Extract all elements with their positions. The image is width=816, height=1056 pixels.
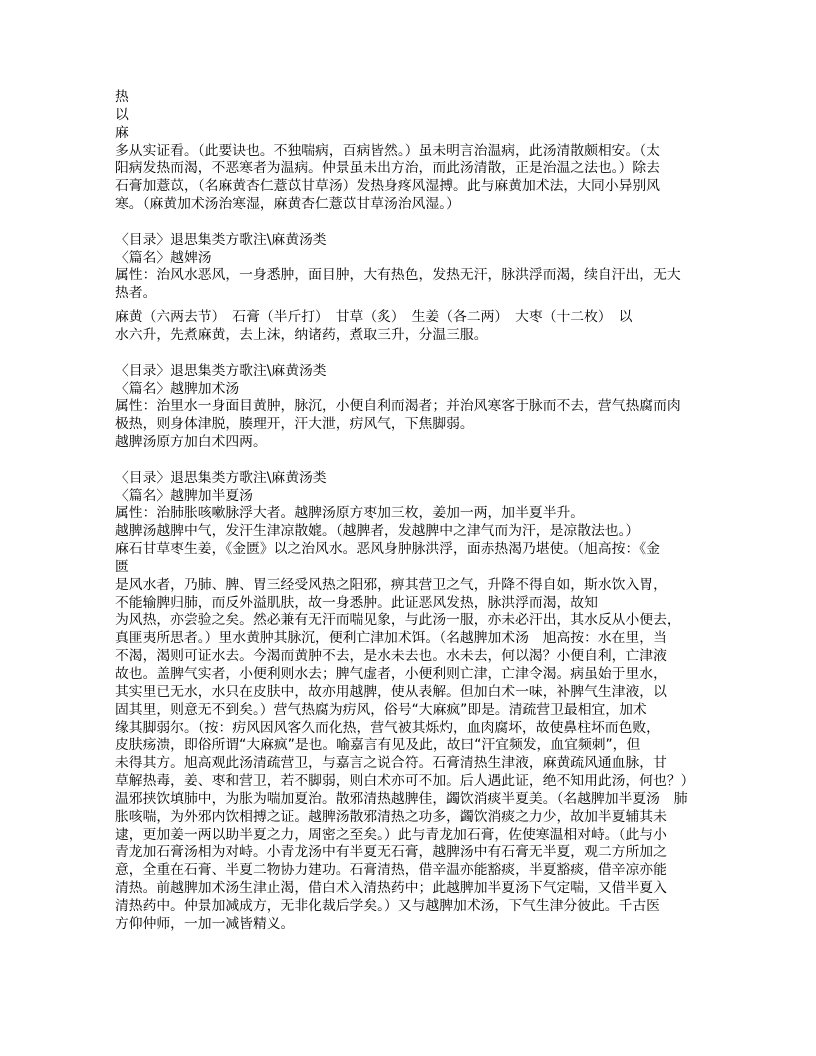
text-line: 未得其方。旭高观此汤清疏营卫，与嘉言之说合符。石膏清热生津液，麻黄疏风通血脉，甘 — [115, 755, 667, 772]
text-line: 石膏加薏苡，（名麻黄杏仁薏苡甘草汤）发热身疼风湿搏。此与麻黄加术法，大同小异别风 — [115, 178, 660, 195]
attribute-paragraph — [115, 505, 755, 523]
text-line: 不能输脾归肺，而反外溢肌肤，故一身悉肿。此证恶风发热，脉洪浮而渴，故知 — [115, 594, 598, 611]
toc-line: 〈目录〉退思集类方歌注\麻黄汤类 — [115, 231, 327, 248]
text-line: 故也。盖脾气实者，小便利则水去；脾气虚者，小便利则亡津，亡津令渴。病虽始于里水， — [115, 666, 667, 682]
text-line: 清热。前越脾加术汤生津止渴，借白术入清热药中；此越脾加半夏汤下气定喘，又借半夏入 — [115, 880, 667, 897]
song-commentary-paragraph — [115, 523, 755, 933]
text-line: 草解热毒，姜、枣和营卫，若不脚弱，则白术亦可不加。后人遇此证，绝不知用此汤，何也？） — [115, 773, 695, 790]
attribute-paragraph — [115, 398, 755, 434]
text-line: 青龙加石膏汤相为对峙。小青龙汤中有半夏无石膏，越脾汤中有石膏无半夏，观二方所加之 — [115, 844, 667, 861]
toc-line: 〈目录〉退思集类方歌注\麻黄汤类 — [115, 469, 327, 486]
text-line: 多从实证看。（此要诀也。不独喘病，百病皆然。）虽未明言治温病，此汤清散颇相安。（太 — [115, 142, 660, 159]
text-line: 水六升，先煮麻黄，去上沫，纳诸药，煮取三升，分温三服。 — [115, 326, 488, 343]
text-line: 温邪挟饮填肺中，为胀为喘加夏治。散邪清热越脾佳，蠲饮消痰半夏美。（名越脾加半夏汤 肺 — [115, 790, 688, 807]
text-line: 麻黄（六两去节） 石膏（半斤打） 甘草（炙） 生姜（各二两） 大枣（十二枚） 以 — [115, 309, 633, 326]
text-line: 寒。（麻黄加术汤治寒湿，麻黄杏仁薏苡甘草汤治风湿。） — [115, 196, 460, 213]
section-yuebi-jiazhu-tang — [115, 363, 755, 452]
text-line: 匮 — [115, 558, 129, 575]
text-line: 方仰仲师，一加一减皆精义。 — [115, 915, 295, 932]
text-line: 以 — [115, 106, 129, 123]
text-line: 为风热，亦尝验之矣。然必兼有无汗而喘见象，与此汤一服，亦未必汗出，其水反从小便去， — [115, 612, 681, 629]
title-line: 〈篇名〉越脾加术汤 — [115, 380, 240, 397]
intro-paragraph — [115, 143, 755, 214]
text-line: 越脾汤越脾中气，发汗生津凉散媲。（越脾者，发越脾中之津气而为汗，是凉散法也。） — [115, 523, 640, 540]
carryover-fragment-lines — [115, 89, 755, 143]
text-line: 属性：治里水一身面目黄肿，脉沉，小便自利而渴者；并治风寒客于脉而不去，营气热腐而肉 — [115, 398, 681, 415]
text-line: 其实里已无水，水只在皮肤中，故亦用越脾，使从表解。但加白术一味，补脾气生津液，以 — [115, 683, 667, 700]
text-line: 是风水者，乃肺、脾、胃三经受风热之阳邪，痹其营卫之气，升降不得自如，斯水饮入胃， — [115, 576, 667, 593]
text-line: 属性：治风水恶风，一身悉肿，面目肿，大有热色，发热无汗，脉洪浮而渴，续自汗出，无大 — [115, 267, 681, 284]
text-line: 极热，则身体津脱，腠理开，汗大泄，疠风气，下焦脚弱。 — [115, 416, 474, 433]
text-line: 固其里，则意无不到矣。）营气热腐为疠风，俗号“大麻疯”即是。清疏营卫最相宜，加术 — [115, 701, 647, 718]
text-line: 越脾汤原方加白术四两。 — [115, 434, 267, 451]
text-line: 胀咳喘，为外邪内饮相搏之证。越脾汤散邪清热之功多，蠲饮消痰之力少，故加半夏辅其未 — [115, 808, 667, 825]
text-line: 热 — [115, 89, 129, 105]
text-line: 缘其脚弱尔。（按：疠风因风客久而化热，营气被其烁灼，血肉腐坏，故使鼻柱坏而色败， — [115, 719, 660, 736]
recipe-paragraph — [115, 309, 755, 345]
title-line: 〈篇名〉越脾加半夏汤 — [115, 487, 253, 504]
text-line: 麻石甘草枣生姜，《金匮》以之治风水。恶风身肿脉洪浮，面赤热渴乃堪使。（旭高按：《金 — [115, 541, 660, 558]
recipe-paragraph — [115, 434, 755, 452]
text-line: 热者。 — [115, 285, 157, 302]
title-line: 〈篇名〉越婢汤 — [115, 249, 212, 266]
text-line: 逮，更加姜一两以助半夏之力，周密之至矣。）此与青龙加石膏，佐使寒温相对峙。（此与小 — [115, 826, 667, 843]
section-yuebi-jiabanxia-tang — [115, 470, 755, 934]
text-line: 意，全重在石膏、半夏二物协力建功。石膏清热，借辛温亦能豁痰，半夏豁痰，借辛凉亦能 — [115, 862, 667, 879]
toc-line: 〈目录〉退思集类方歌注\麻黄汤类 — [115, 362, 327, 379]
text-column — [115, 89, 755, 934]
text-line: 不渴，渴则可证水去。今渴而黄肿不去，是水未去也。水未去，何以渴？小便自利，亡津液 — [115, 648, 667, 665]
text-line: 阳病发热而渴，不恶寒者为温病。仲景虽未出方治，而此汤清散，正是治温之法也。）除去 — [115, 160, 660, 177]
text-line: 清热药中。仲景加减成方，无非化裁后学矣。）又与越脾加术汤，下气生津分彼此。千古医 — [115, 897, 660, 914]
section-yuebi-tang — [115, 232, 755, 345]
text-line: 麻 — [115, 124, 129, 141]
text-line: 属性：治肺胀咳嗽脉浮大者。越脾汤原方枣加三枚，姜加一两，加半夏半升。 — [115, 505, 585, 522]
attribute-paragraph — [115, 267, 755, 303]
text-line: 皮肤疡溃，即俗所谓“大麻疯”是也。喻嘉言有见及此，故曰“汗宜频发，血宜频刺”，但 — [115, 737, 641, 754]
text-line: 真匪夷所思者。）里水黄肿其脉沉，便利亡津加术饵。（名越脾加术汤 旭高按：水在里，当 — [115, 630, 667, 647]
